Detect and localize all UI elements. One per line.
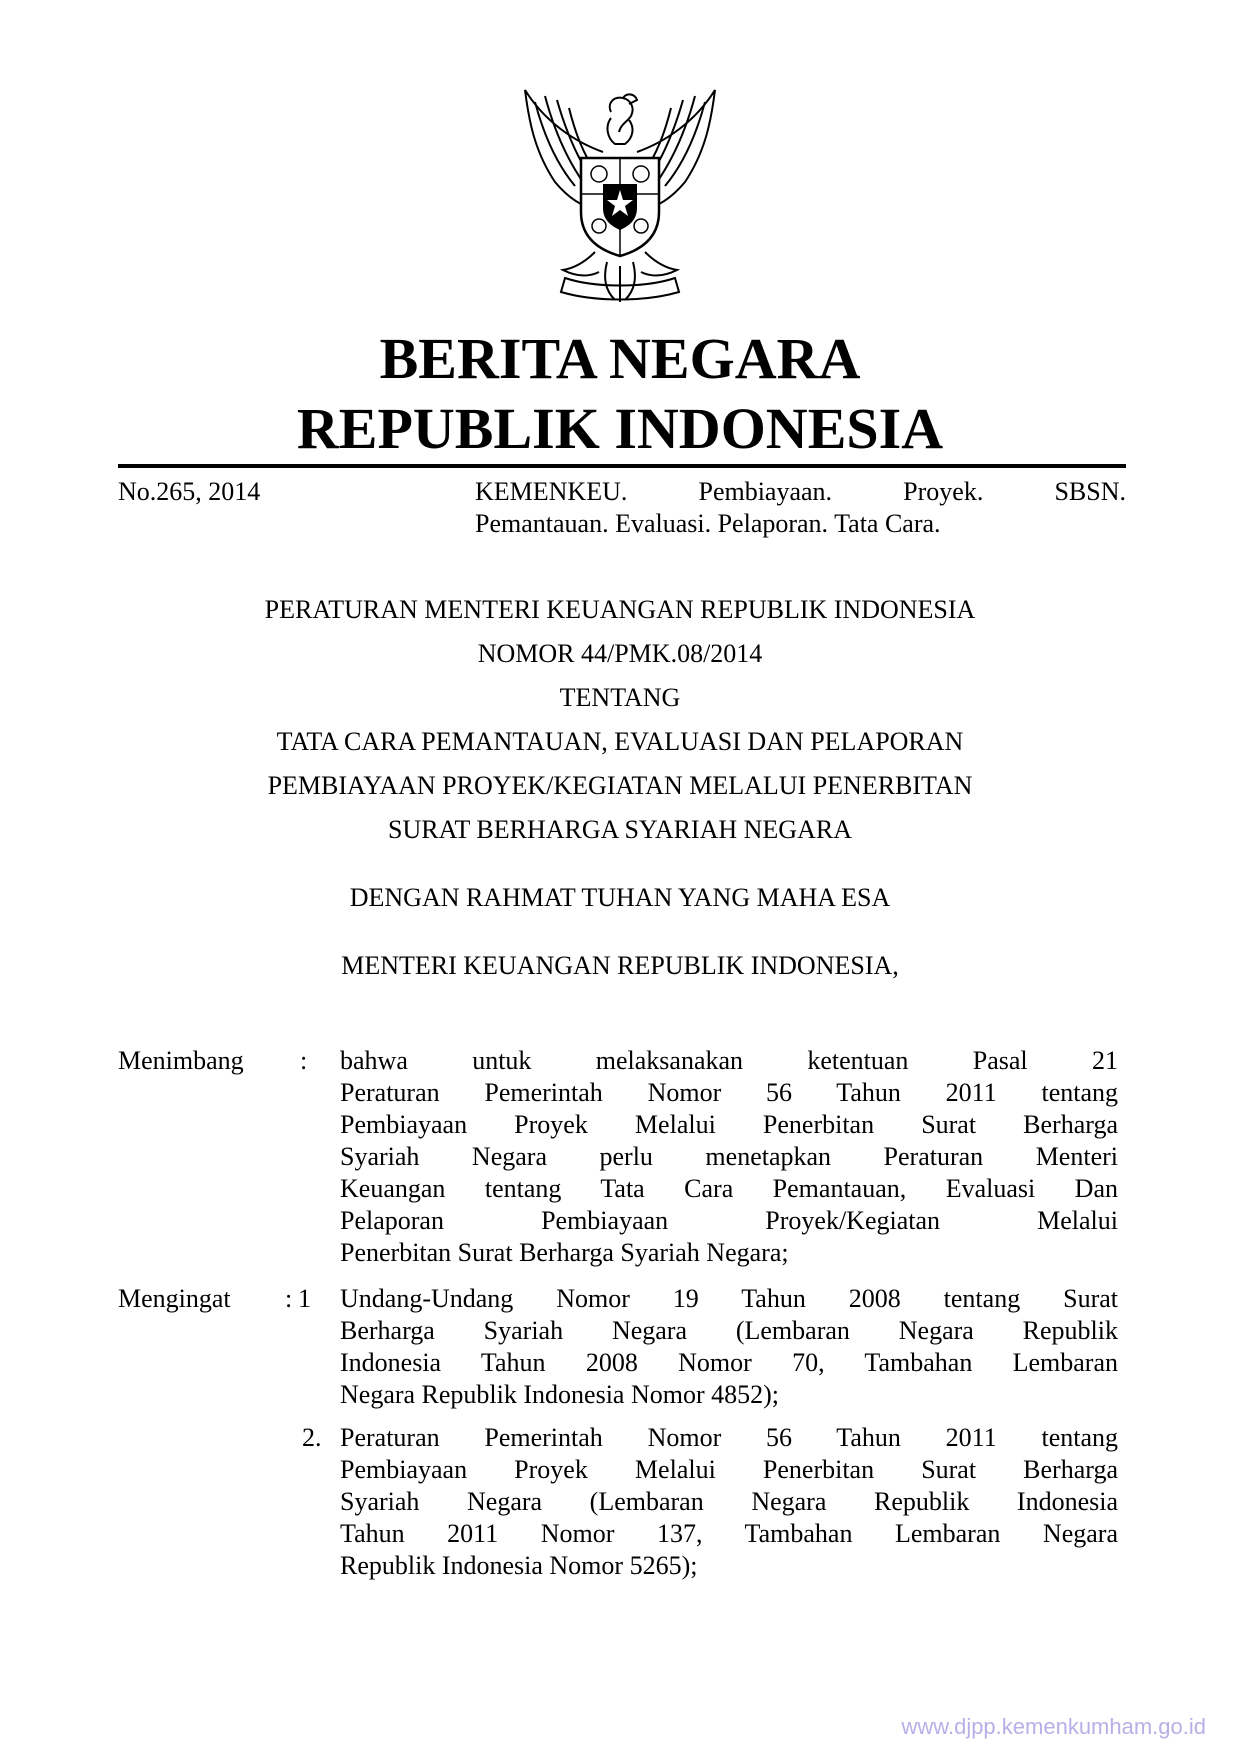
subject-line: KEMENKEU. Pembiayaan. Proyek. SBSN. <box>475 477 1126 506</box>
publication-title-line2: REPUBLIK INDONESIA <box>296 396 944 461</box>
text-line: Indonesia Tahun 2008 Nomor 70, Tambahan Lembaran <box>340 1348 1118 1377</box>
publication-number: No.265, 2014 <box>118 477 261 506</box>
mengingat-item-2 <box>340 1422 1118 1582</box>
header-divider <box>118 464 1126 468</box>
menimbang-label: Menimbang <box>118 1046 244 1075</box>
text-line: Pembiayaan Proyek Melalui Penerbitan Surat Berharga <box>340 1110 1118 1139</box>
footer-website-link[interactable]: www.djpp.kemenkumham.go.id <box>901 1714 1206 1739</box>
text-line: Undang-Undang Nomor 19 Tahun 2008 tentang Surat <box>340 1284 1118 1313</box>
regulation-subject-line: PEMBIAYAAN PROYEK/KEGIATAN MELALUI PENERBITAN <box>267 771 973 800</box>
mengingat-item-number: 2. <box>302 1423 322 1452</box>
text-line: Berharga Syariah Negara (Lembaran Negara Republik <box>340 1316 1118 1345</box>
text-line: Negara Republik Indonesia Nomor 4852); <box>340 1380 780 1409</box>
text-line: Tahun 2011 Nomor 137, Tambahan Lembaran Negara <box>340 1519 1118 1548</box>
opening-phrase: DENGAN RAHMAT TUHAN YANG MAHA ESA <box>349 883 891 912</box>
text-line: Keuangan tentang Tata Cara Pemantauan, Evaluasi Dan <box>340 1174 1118 1203</box>
publication-title-line1: BERITA NEGARA <box>379 326 861 391</box>
text-line: Peraturan Pemerintah Nomor 56 Tahun 2011 tentang <box>340 1423 1118 1452</box>
mengingat-label: Mengingat <box>118 1284 231 1313</box>
text-line: Syariah Negara (Lembaran Negara Republik Indonesia <box>340 1487 1118 1516</box>
regulation-subject-line: TATA CARA PEMANTAUAN, EVALUASI DAN PELAPORAN <box>276 727 964 756</box>
regulation-about: TENTANG <box>559 683 681 712</box>
regulation-title: PERATURAN MENTERI KEUANGAN REPUBLIK INDONESIA <box>264 595 976 624</box>
text-line: bahwa untuk melaksanakan ketentuan Pasal 21 <box>340 1046 1118 1075</box>
mengingat-item-number: 1 <box>298 1284 311 1313</box>
minister-title: MENTERI KEUANGAN REPUBLIK INDONESIA, <box>341 951 899 980</box>
text-line: Pelaporan Pembiayaan Proyek/Kegiatan Melalui <box>340 1206 1118 1235</box>
text-line: Republik Indonesia Nomor 5265); <box>340 1551 698 1580</box>
regulation-subject-line: SURAT BERHARGA SYARIAH NEGARA <box>388 815 852 844</box>
garuda-emblem-icon <box>515 82 725 304</box>
regulation-number: NOMOR 44/PMK.08/2014 <box>477 639 763 668</box>
menimbang-colon: : <box>300 1046 308 1075</box>
mengingat-colon: : <box>285 1284 293 1313</box>
text-line: Peraturan Pemerintah Nomor 56 Tahun 2011 tentang <box>340 1078 1118 1107</box>
text-line: Penerbitan Surat Berharga Syariah Negara; <box>340 1238 789 1267</box>
menimbang-text <box>340 1045 1118 1269</box>
publication-subject <box>475 476 1126 540</box>
text-line: Pembiayaan Proyek Melalui Penerbitan Surat Berharga <box>340 1455 1118 1484</box>
text-line: Syariah Negara perlu menetapkan Peraturan Menteri <box>340 1142 1118 1171</box>
subject-line: Pemantauan. Evaluasi. Pelaporan. Tata Cara. <box>475 509 941 538</box>
mengingat-item-1 <box>340 1283 1118 1411</box>
